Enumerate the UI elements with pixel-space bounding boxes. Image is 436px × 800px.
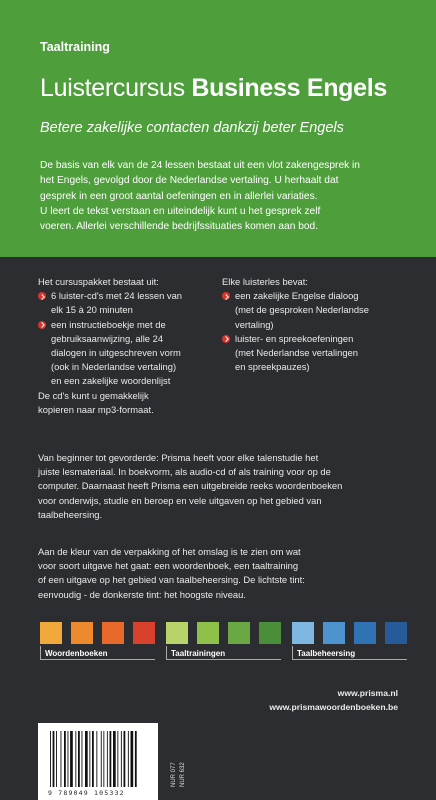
barcode-bar — [53, 731, 55, 787]
intro-line: het Engels, gevolgd door de Nederlandse vertaling. U herhaalt dat — [40, 175, 339, 187]
arrow-bullet-icon — [38, 321, 46, 329]
lesson-contents-column — [222, 275, 402, 374]
package-footer-line: kopieren naar mp3-formaat. — [38, 403, 154, 415]
barcode-bar — [75, 731, 76, 787]
color-swatch — [133, 622, 155, 644]
barcode-bar — [56, 731, 57, 787]
barcode-bar — [61, 731, 62, 787]
barcode-bar — [124, 731, 126, 787]
color-code-paragraph — [38, 545, 400, 602]
barcode-bar — [113, 731, 116, 787]
prisma-paragraph — [38, 451, 400, 522]
paragraph-line: computer. Daarnaast heeft Prisma een uitgebreide reeks woordenboeken — [38, 480, 343, 492]
intro-line: U leert de tekst verstaan en uiteindelijk kunt u het gesprek zelf — [40, 205, 321, 217]
arrow-bullet-icon — [222, 292, 230, 300]
isbn-number: 9 789049 105332 — [48, 789, 125, 797]
bullet-line: elk 15 à 20 minuten — [51, 304, 133, 316]
color-swatch — [166, 622, 188, 644]
bullet-line: (ook in Nederlandse vertaling) — [51, 361, 177, 373]
barcode-bar — [68, 731, 69, 787]
bullet-line: dialogen in uitgeschreven vorm — [51, 347, 181, 359]
nur-codes — [165, 743, 185, 789]
color-swatch — [228, 622, 250, 644]
website-url[interactable]: www.prisma.nl — [337, 688, 398, 698]
series-label: Taaltraining — [40, 40, 110, 54]
paragraph-line: eenvoudig - de donkerste tint: het hoogste niveau. — [38, 588, 246, 600]
barcode-bar — [117, 731, 118, 787]
legend-label: Woordenboeken — [45, 649, 108, 658]
legend-group — [166, 646, 281, 660]
barcode-bar — [103, 731, 104, 787]
barcode — [38, 723, 158, 800]
green-header-panel — [0, 0, 436, 257]
barcode-bar — [85, 731, 88, 787]
legend-label: Taalbeheersing — [297, 649, 356, 658]
paragraph-line: voor soort uitgave het gaat: een woordenboek, een taaltraining — [38, 560, 299, 572]
color-swatch — [40, 622, 62, 644]
barcode-bar — [78, 731, 80, 787]
arrow-bullet-icon — [222, 335, 230, 343]
page-title — [40, 74, 387, 103]
legend-group — [40, 646, 155, 660]
bullet-line: (met Nederlandse vertalingen — [235, 347, 358, 359]
color-swatch — [259, 622, 281, 644]
bullet-line: 6 luister-cd's met 24 lessen van — [51, 290, 183, 302]
bullet-line: een instructieboekje met de — [51, 318, 166, 330]
legend-label: Taaltrainingen — [171, 649, 226, 658]
barcode-bar — [96, 731, 97, 787]
barcode-bar — [50, 731, 51, 787]
bullet-line: (met de gesproken Nederlandse — [235, 304, 369, 316]
website-links — [269, 686, 398, 714]
package-contents-column — [38, 275, 210, 417]
color-swatch — [102, 622, 124, 644]
color-legend — [40, 622, 400, 660]
legend-group — [292, 646, 407, 660]
bullet-line: en een zakelijke woordenlijst — [51, 375, 171, 387]
intro-paragraph — [40, 158, 402, 234]
subtitle: Betere zakelijke contacten dankzij beter Engels — [40, 120, 344, 136]
intro-line: De basis van elk van de 24 lessen bestaat uit een vlot zakengesprek in — [40, 160, 360, 171]
barcode-bar — [64, 731, 66, 787]
list-item — [222, 332, 402, 375]
bullet-line: luister- en spreekoefeningen — [235, 332, 354, 344]
package-footer-line: De cd's kunt u gemakkelijk — [38, 389, 149, 401]
barcode-bar — [107, 731, 108, 787]
barcode-bar — [121, 731, 122, 787]
barcode-bar — [70, 731, 73, 787]
bullet-line: gebruiksaanwijzing, alle 24 — [51, 332, 164, 344]
arrow-bullet-icon — [38, 292, 46, 300]
barcode-bar — [89, 731, 90, 787]
barcode-bar — [135, 731, 137, 787]
list-item — [38, 289, 210, 317]
color-swatch — [197, 622, 219, 644]
paragraph-line: voor onderwijs, studie en beroep en vele uitgaven op het gebied van — [38, 494, 322, 506]
lesson-heading: Elke luisterles bevat: — [222, 276, 308, 287]
paragraph-line: juiste lesmateriaal. In boekvorm, als audio-cd of als training voor op de — [38, 466, 331, 478]
barcode-bar — [128, 731, 129, 787]
paragraph-line: Aan de kleur van de verpakking of het omslag is te zien om wat — [38, 546, 301, 557]
intro-line: gesprek in een groot aantal oefeningen en in allerlei variaties. — [40, 190, 318, 202]
dark-info-panel — [0, 257, 436, 800]
title-light: Luistercursus — [40, 74, 192, 102]
paragraph-line: taalbeheersing. — [38, 508, 103, 520]
paragraph-line: of een uitgave op het gebied van taalbeheersing. De lichtste tint: — [38, 574, 305, 586]
paragraph-line: Van beginner tot gevorderde: Prisma heeft voor elke talenstudie het — [38, 452, 319, 463]
color-swatch — [71, 622, 93, 644]
barcode-bar — [131, 731, 134, 787]
title-bold: Business Engels — [191, 74, 387, 102]
website-url[interactable]: www.prismawoordenboeken.be — [269, 702, 398, 712]
package-heading: Het cursuspakket bestaat uit: — [38, 276, 159, 287]
list-item — [222, 289, 402, 332]
color-swatch — [354, 622, 376, 644]
bullet-line: een zakelijke Engelse dialoog — [235, 290, 359, 302]
nur-code: NUR 077 — [171, 762, 177, 787]
barcode-bar — [82, 731, 83, 787]
color-swatch — [292, 622, 314, 644]
nur-code: NUR 632 — [180, 762, 186, 787]
color-swatch — [385, 622, 407, 644]
barcode-bar — [110, 731, 112, 787]
barcode-bars — [48, 731, 148, 787]
color-swatch — [323, 622, 345, 644]
list-item — [38, 318, 210, 389]
barcode-bar — [92, 731, 94, 787]
intro-line: voeren. Allerlei verschillende bedrijfssituaties komen aan bod. — [40, 221, 319, 233]
bullet-line: vertaling) — [235, 318, 274, 330]
barcode-bar — [101, 731, 102, 787]
bullet-line: en spreekpauzes) — [235, 361, 310, 373]
